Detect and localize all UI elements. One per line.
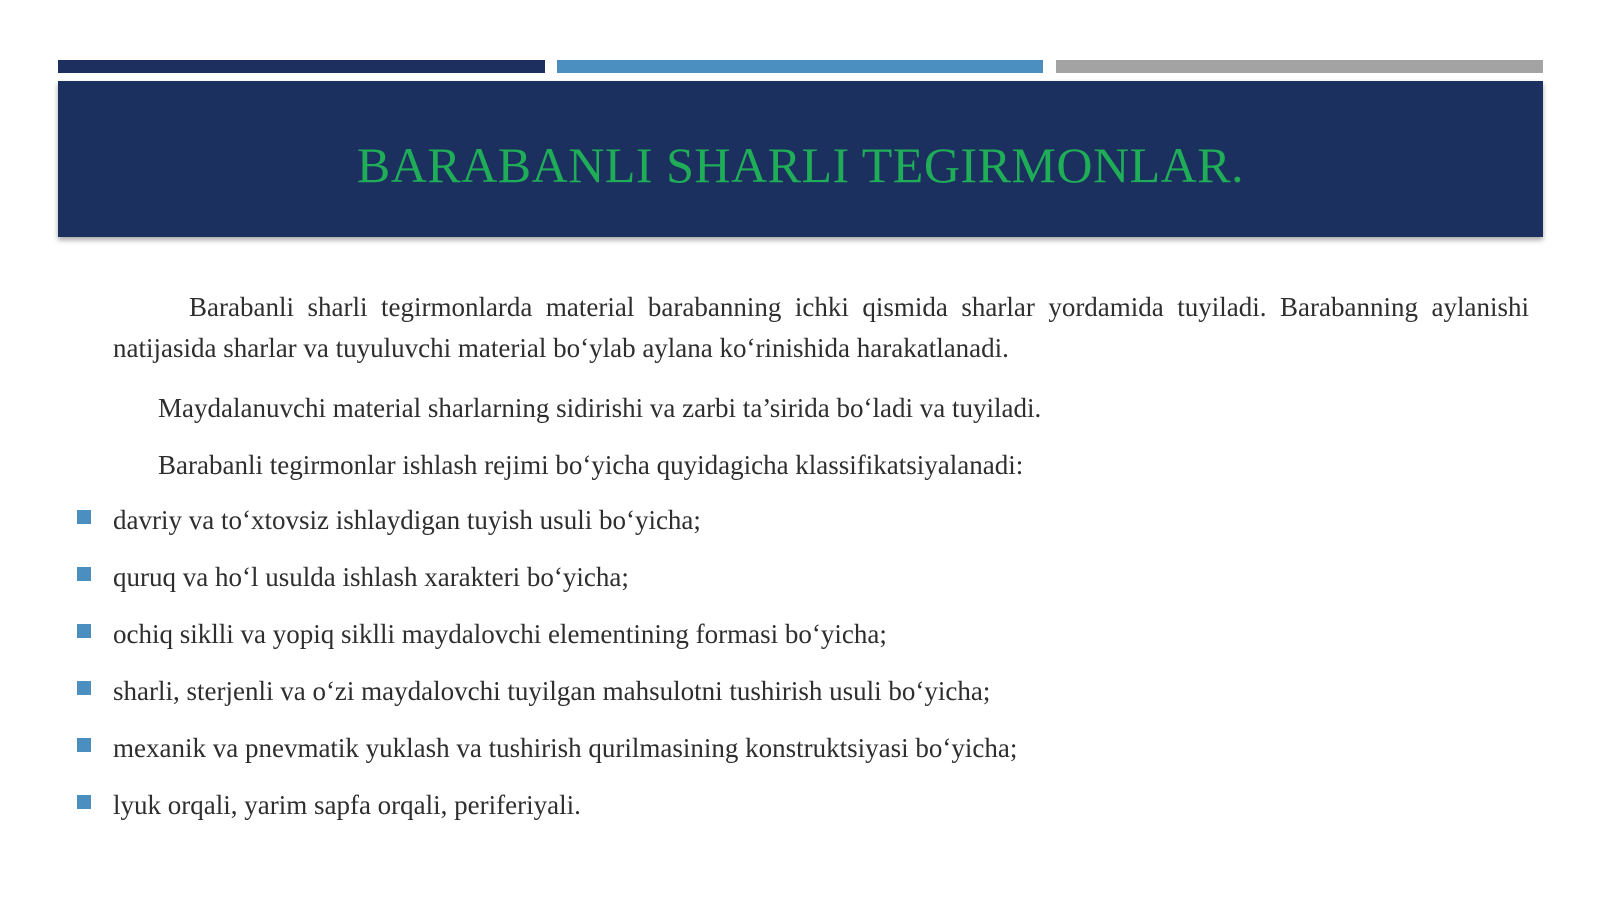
list-item-text: davriy va to‘xtovsiz ishlaydigan tuyish usuli bo‘yicha; [113, 505, 701, 535]
list-item-text: lyuk orqali, yarim sapfa orqali, periferiyali. [113, 790, 581, 820]
square-bullet-icon [77, 624, 91, 638]
paragraph-classification: Barabanli tegirmonlar ishlash rejimi bo‘yicha quyidagicha klassifikatsiyalanadi: [158, 450, 1024, 480]
list-item-text: ochiq siklli va yopiq siklli maydalovchi elementining formasi bo‘yicha; [113, 619, 887, 649]
accent-bar-gray [1056, 60, 1543, 73]
list-item [0, 671, 1600, 712]
square-bullet-icon [77, 738, 91, 752]
paragraph-intro: Barabanli sharli tegirmonlarda material barabanning ichki qismida sharlar yordamida tuyiladi. Barabanning aylanishi natijasida sharlar va tuyuluvchi material bo‘ylab aylana ko‘rinishida harakatlanadi. [113, 292, 1529, 363]
slide-title: BARABANLI SHARLI TEGIRMONLAR. [356, 136, 1245, 193]
accent-bar-blue [557, 60, 1043, 73]
square-bullet-icon [77, 567, 91, 581]
list-item-text: quruq va ho‘l usulda ishlash xarakteri bo‘yicha; [113, 562, 629, 592]
paragraph-crushing: Maydalanuvchi material sharlarning sidirishi va zarbi ta’sirida bo‘ladi va tuyiladi. [158, 393, 1042, 423]
square-bullet-icon [77, 795, 91, 809]
list-item [0, 614, 1600, 655]
list-item [0, 500, 1600, 541]
accent-bar-dark [58, 60, 545, 73]
square-bullet-icon [77, 681, 91, 695]
list-item-text: sharli, sterjenli va o‘zi maydalovchi tuyilgan mahsulotni tushirish usuli bo‘yicha; [113, 676, 991, 706]
list-item [0, 728, 1600, 769]
list-item-text: mexanik va pnevmatik yuklash va tushirish qurilmasining konstruktsiyasi bo‘yicha; [113, 733, 1018, 763]
square-bullet-icon [77, 510, 91, 524]
title-band [58, 81, 1543, 237]
list-item [0, 557, 1600, 598]
list-item [0, 785, 1600, 826]
